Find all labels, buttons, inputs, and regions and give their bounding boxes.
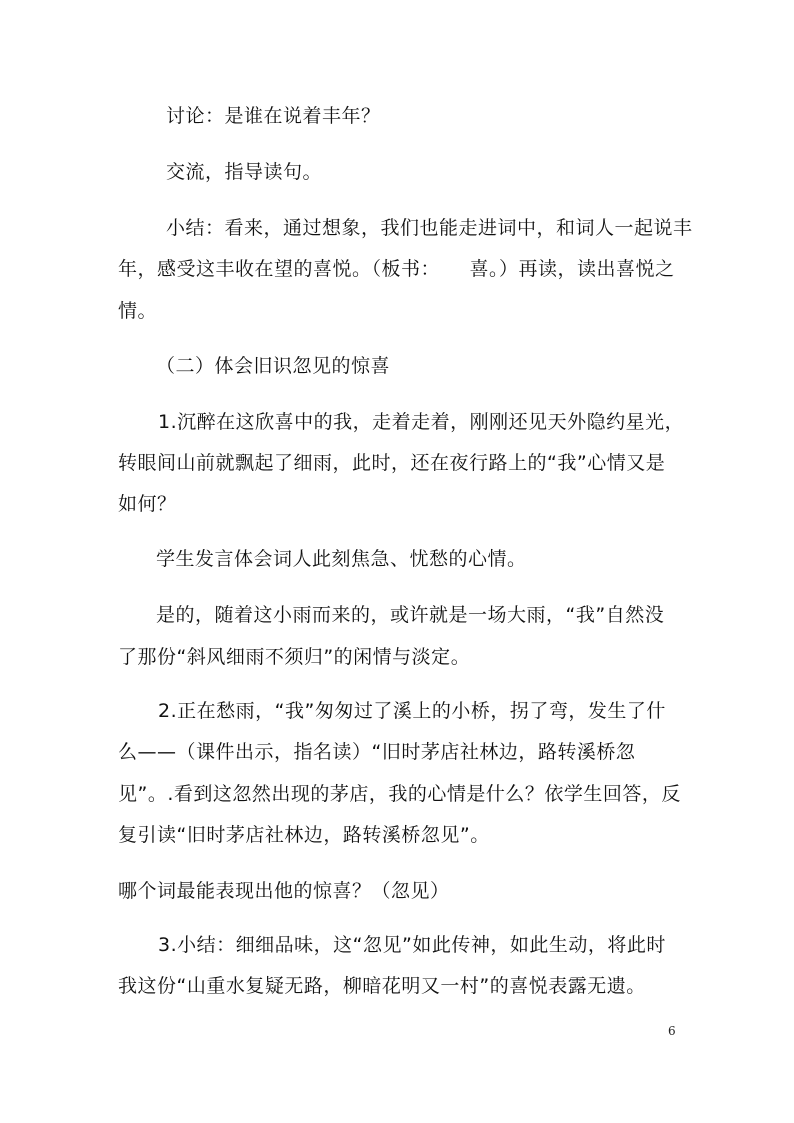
text-line: 么——（课件出示，指名读）“旧时茅店社林边，路转溪桥忽	[118, 741, 636, 763]
text-line: 3.小结：细细品味，这“忽见”如此传神，如此生动，将此时	[158, 934, 666, 956]
text-line: 年，感受这丰收在望的喜悦。（板书： 喜。）再读，读出喜悦之	[118, 258, 675, 280]
text-line: 1.沉醉在这欣喜中的我，走着走着，刚刚还见天外隐约星光，	[158, 411, 685, 433]
text-line: 学生发言体会词人此刻焦急、忧愁的心情。	[156, 548, 527, 570]
text-line: 我这份“山重水复疑无路，柳暗花明又一村”的喜悦表露无遗。	[118, 975, 646, 997]
text-line: 了那份“斜风细雨不须归”的闲情与淡定。	[118, 646, 471, 668]
text-line: 如何？	[118, 493, 177, 515]
text-line: 转眼间山前就飘起了细雨，此时，还在夜行路上的“我”心情又是	[118, 452, 666, 474]
text-line: 是的，随着这小雨而来的，或许就是一场大雨，“我”自然没	[156, 604, 665, 626]
text-line: 哪个词最能表现出他的惊喜？（忽见）	[118, 880, 450, 902]
text-line: 小结：看来，通过想象，我们也能走进词中，和词人一起说丰	[166, 217, 693, 239]
text-line: 复引读“旧时茅店社林边，路转溪桥忽见”。	[118, 824, 490, 846]
text-line: 交流，指导读句。	[166, 161, 323, 183]
text-line: 2.正在愁雨，“我”匆匆过了溪上的小桥，拐了弯，发生了什	[158, 700, 666, 722]
page-number: 6	[668, 1024, 676, 1038]
section-heading: （二）体会旧识忽见的惊喜	[156, 355, 391, 377]
text-line: 见”。.看到这忽然出现的茅店，我的心情是什么？依学生回答，反	[118, 783, 681, 805]
text-line: 讨论：是谁在说着丰年？	[166, 105, 381, 127]
text-line: 情。	[118, 300, 158, 322]
